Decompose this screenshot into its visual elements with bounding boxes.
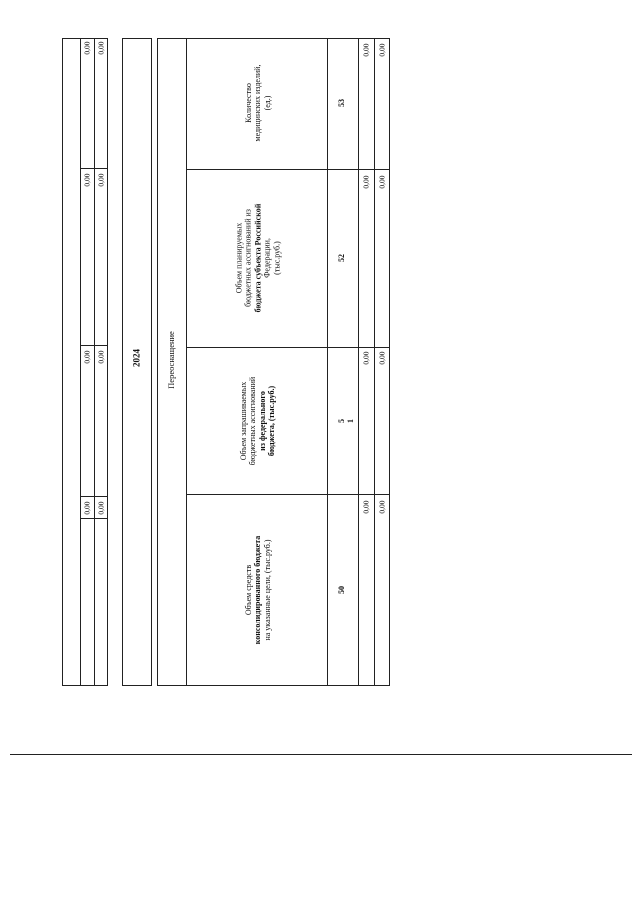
year-label: 2024 — [131, 349, 142, 367]
top-values-row-line — [80, 496, 108, 497]
header-line: бюджета, (тыс.руб.) — [267, 385, 277, 457]
column-boundary — [186, 494, 390, 495]
top-value-cell: 0,00 — [96, 350, 106, 364]
top-value-cell: 0,00 — [96, 41, 106, 55]
column-header-regional-budget — [234, 176, 281, 341]
column-boundary — [186, 347, 390, 348]
header-line: Объем запрашиваемых — [239, 381, 249, 461]
header-line: из федерального — [258, 391, 267, 451]
header-line: консолидированного бюджета — [253, 535, 263, 645]
header-line: на указанные цели, (тыс.руб.) — [262, 539, 272, 641]
column-number: 50 — [337, 586, 346, 594]
value-row-divider — [374, 38, 375, 686]
header-line: бюджетных ассигнований — [248, 376, 258, 466]
column-header-federal-budget — [239, 351, 277, 491]
top-values-row-line — [80, 345, 108, 346]
column-value: 0,00 — [377, 43, 387, 57]
top-value-cell: 0,00 — [96, 501, 106, 515]
column-value: 0,00 — [361, 175, 371, 189]
top-values-row-line — [80, 168, 108, 169]
header-line: Количество — [243, 83, 253, 123]
header-line: бюджетных ассигнований из — [243, 209, 253, 307]
header-line: бюджета субъекта Российской — [253, 203, 263, 313]
top-value-cell: 0,00 — [82, 173, 92, 187]
column-value: 0,00 — [377, 175, 387, 189]
top-value-cell: 0,00 — [96, 173, 106, 187]
header-body-divider — [327, 38, 328, 686]
column-header-device-count — [244, 41, 272, 166]
top-value-cell: 0,00 — [82, 501, 92, 515]
column-header-consolidated-budget — [244, 500, 272, 680]
header-line: Федерации, — [262, 238, 272, 278]
top-values-row-line — [80, 518, 108, 519]
top-values-divider — [80, 38, 81, 686]
footer-divider — [10, 754, 632, 755]
header-line: Объем средств — [243, 564, 253, 616]
number-row-divider — [358, 38, 359, 686]
column-number: 1 — [346, 419, 355, 423]
top-value-cell: 0,00 — [82, 350, 92, 364]
column-number: 5 — [337, 419, 346, 423]
section-header-divider — [186, 38, 187, 686]
header-line: Объем планируемых — [234, 222, 244, 294]
column-value: 0,00 — [361, 500, 371, 514]
top-values-divider — [94, 38, 95, 686]
column-value: 0,00 — [361, 43, 371, 57]
column-value: 0,00 — [361, 351, 371, 365]
header-line: (ед.) — [262, 95, 272, 111]
header-line: медицинских изделий, — [253, 64, 263, 142]
column-value: 0,00 — [377, 351, 387, 365]
column-value: 0,00 — [377, 500, 387, 514]
column-number: 52 — [337, 254, 346, 262]
column-boundary — [186, 169, 390, 170]
top-value-cell: 0,00 — [82, 41, 92, 55]
column-number: 53 — [337, 99, 346, 107]
section-title: Переоснащение — [165, 331, 176, 389]
header-line: (тыс.руб.) — [272, 241, 282, 275]
